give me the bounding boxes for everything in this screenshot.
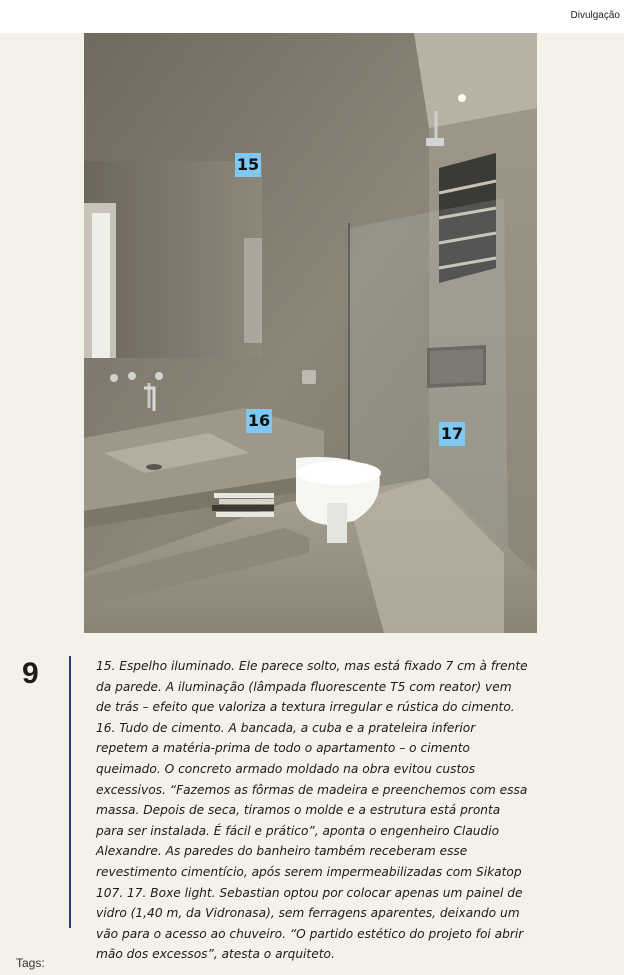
item-number: 9 [22, 657, 39, 690]
bathroom-photo [84, 33, 537, 633]
bathroom-illustration [84, 33, 537, 633]
top-bar [0, 0, 624, 33]
tags-label: Tags: [16, 956, 45, 970]
label-16: 16 [246, 409, 272, 433]
label-15: 15 [235, 153, 261, 177]
divider-line [69, 656, 71, 928]
label-17: 17 [439, 422, 465, 446]
photo-credit: Divulgação [570, 10, 620, 21]
photo-caption: 15. Espelho iluminado. Ele parece solto, mas está fixado 7 cm à frente da parede. A iluminação (lâmpada fluorescente T5 com reator) vem de trás – efeito que valoriza a textura irregular e rústica do cimento. 16. Tudo de cimento. A bancada, a cuba e a prateleira inferior repetem a matéria-prima de todo o apartamento – o cimento queimado. O concreto armado moldado na obra evitou custos excessivos. “Fazemos as fôrmas de madeira e preenchemos com essa massa. Depois de seca, tiramos o molde e a estrutura está pronta para ser instalada. É fácil e prático”, aponta o engenheiro Claudio Alexandre. As paredes do banheiro também receberam esse revestimento cimentício, após serem impermeabilizadas com Sikatop 107. 17. Boxe light. Sebastian optou por colocar apenas um painel de vidro (1,40 m, da Vidronasa), sem ferragens aparentes, deixando um vão para o acesso ao chuveiro. “O partido estético do projeto foi abrir mão dos excessos”, atesta o arquiteto. [96, 659, 528, 962]
